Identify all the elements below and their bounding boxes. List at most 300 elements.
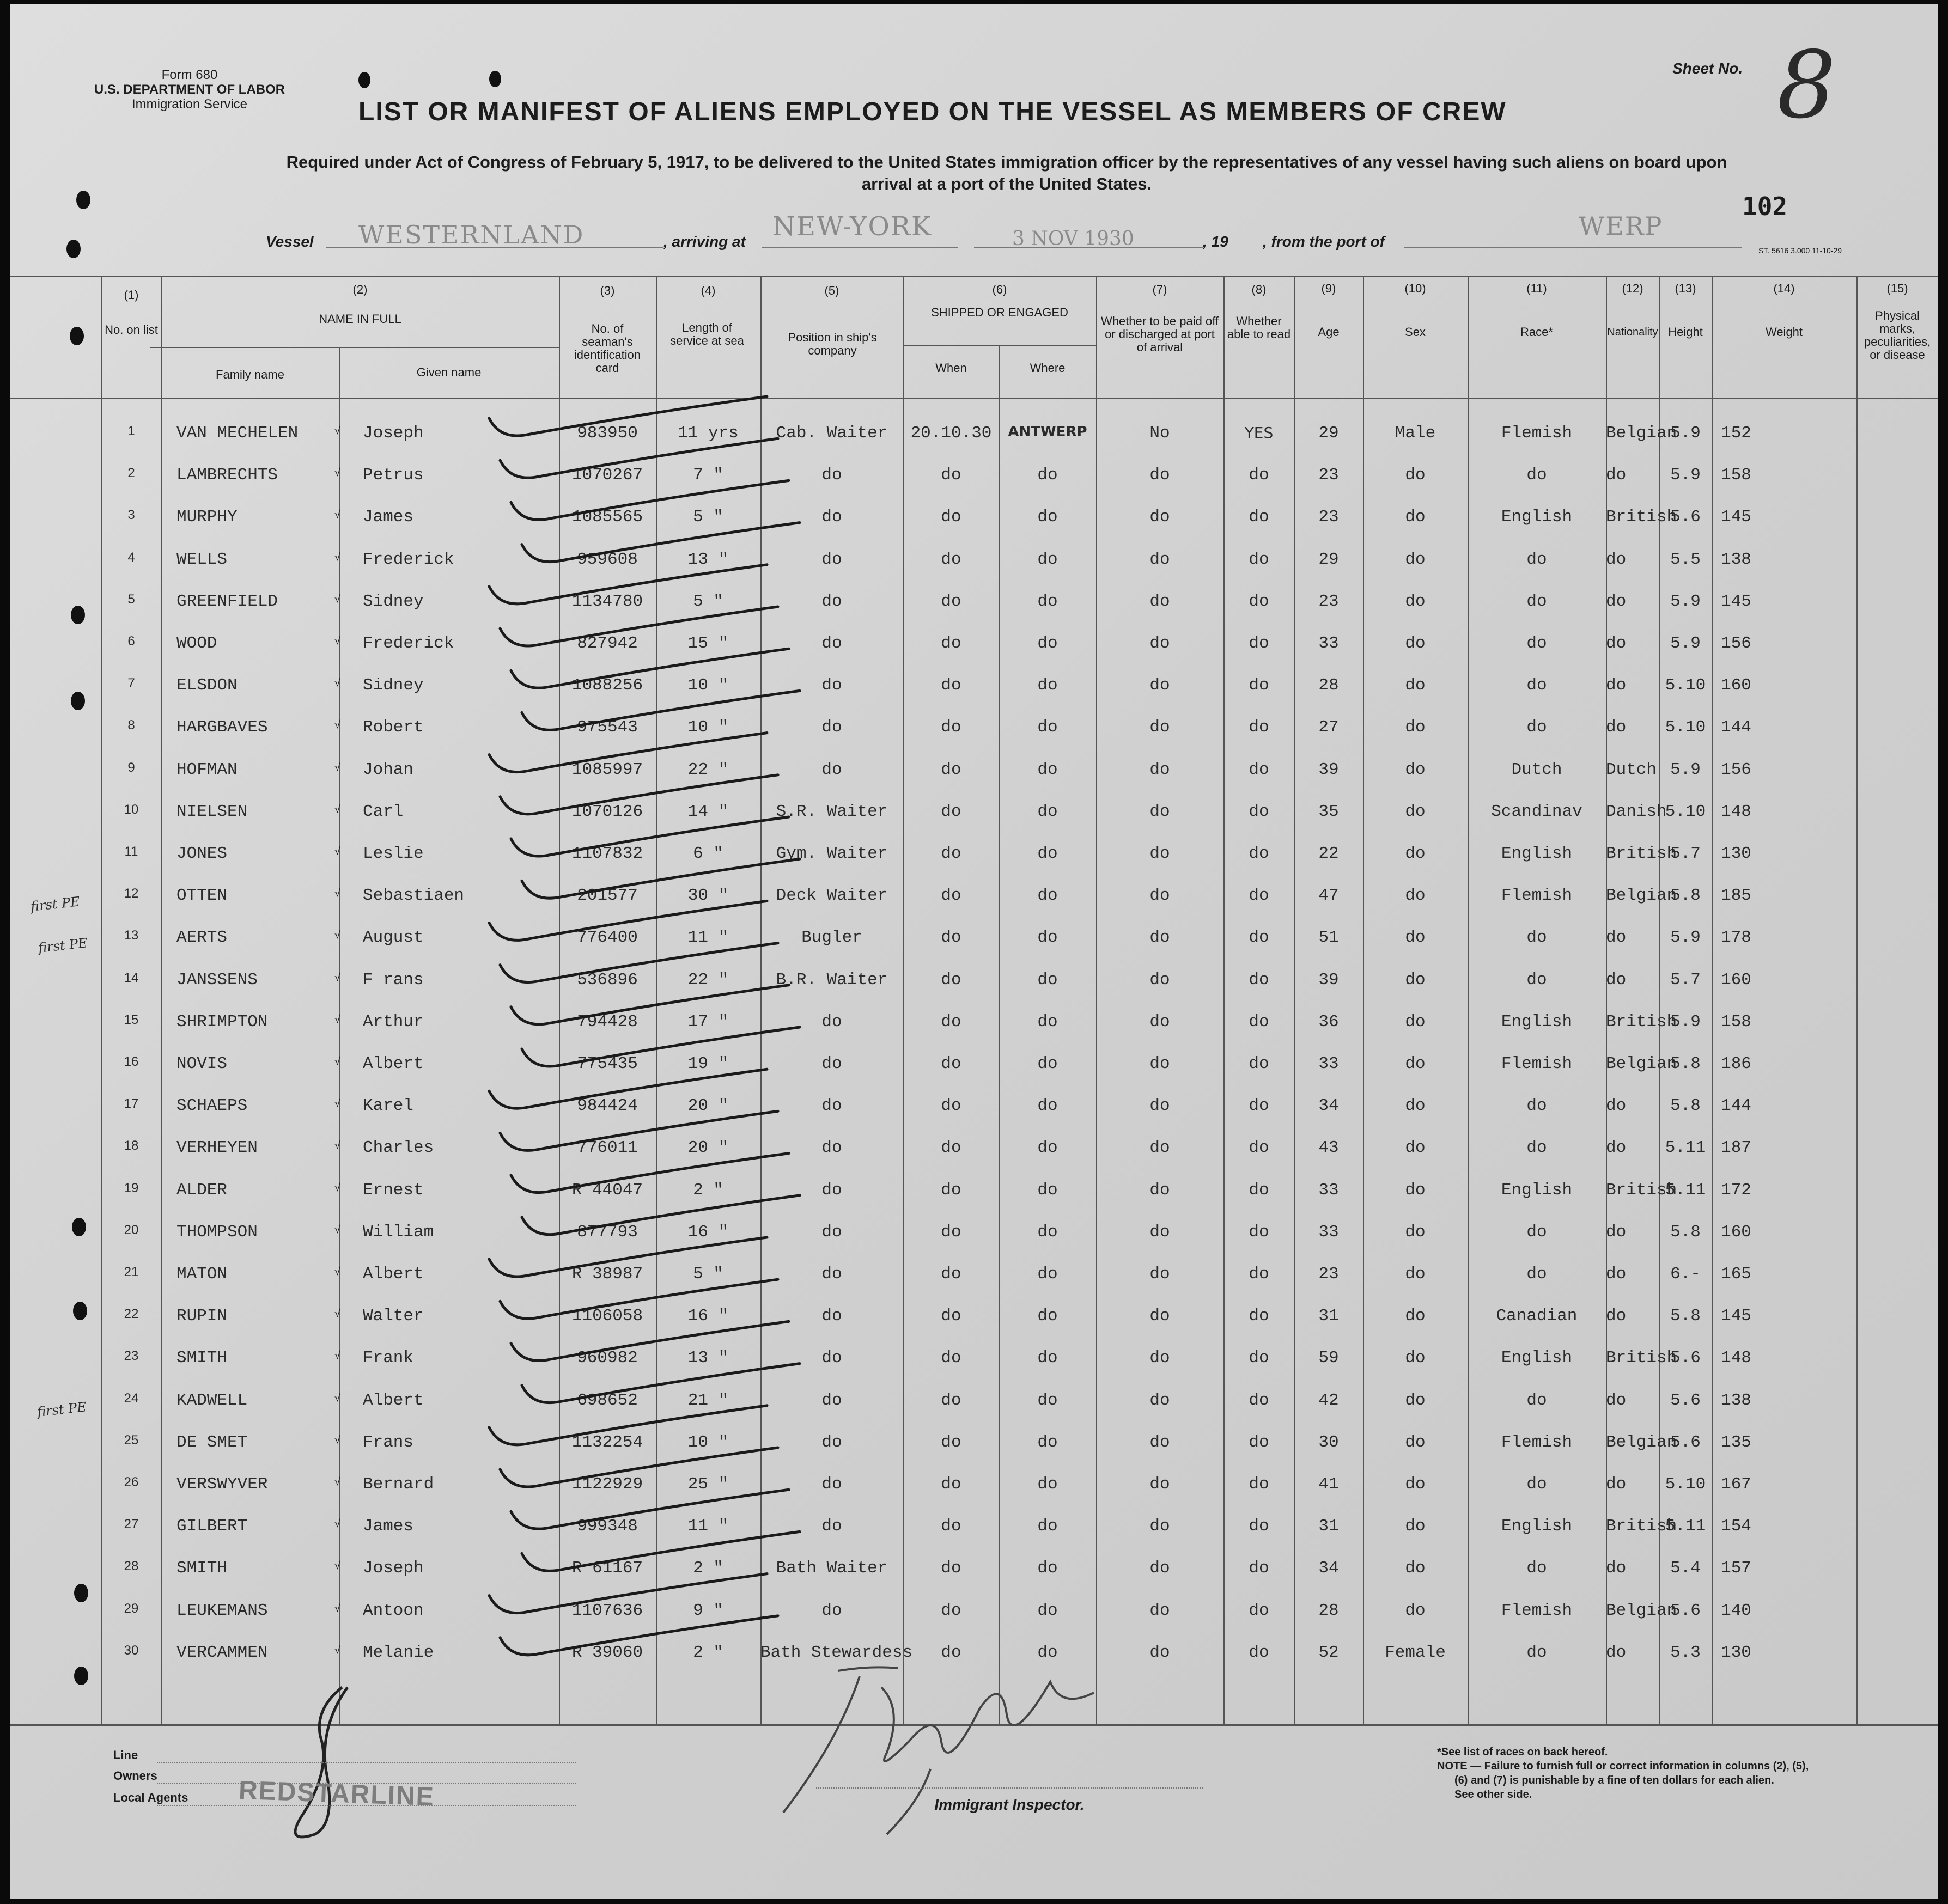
race: do bbox=[1526, 676, 1547, 695]
arrival-date: 3 NOV 1930 bbox=[1012, 228, 1134, 250]
id-card-number: 1122929 bbox=[571, 1475, 643, 1494]
engaged-date: do bbox=[941, 802, 961, 821]
check-tick-icon: √ bbox=[334, 719, 340, 731]
given-name: Antoon bbox=[363, 1601, 424, 1620]
able-to-read: do bbox=[1249, 718, 1269, 737]
age: 43 bbox=[1318, 1138, 1339, 1158]
given-name: August bbox=[363, 928, 424, 948]
id-card-number: 1088256 bbox=[571, 676, 643, 695]
row-number: 18 bbox=[124, 1138, 139, 1154]
age: 33 bbox=[1318, 1054, 1339, 1073]
col-num: (6) bbox=[992, 283, 1007, 296]
from-port-label: , from the port of bbox=[1263, 233, 1385, 250]
given-name: Albert bbox=[363, 1054, 424, 1073]
check-stroke bbox=[522, 1364, 800, 1403]
weight: 145 bbox=[1721, 591, 1751, 611]
check-stroke bbox=[500, 1111, 778, 1150]
col-num: (8) bbox=[1251, 283, 1267, 296]
service-length: 5 " bbox=[693, 591, 723, 611]
service-length: 5 " bbox=[693, 508, 723, 527]
check-stroke bbox=[511, 985, 789, 1024]
paid-off: do bbox=[1149, 802, 1170, 821]
ship-position: do bbox=[821, 1475, 842, 1494]
weight: 156 bbox=[1721, 634, 1751, 653]
age: 39 bbox=[1318, 970, 1339, 990]
race: do bbox=[1526, 634, 1547, 653]
check-tick-icon: √ bbox=[334, 1518, 340, 1530]
subtitle-line-1: Required under Act of Congress of February 5, 1917, to be delivered to the United States immigration officer by the representatives of any vessel having such aliens on board upon bbox=[286, 152, 1727, 172]
nationality: do bbox=[1606, 634, 1627, 653]
sex: do bbox=[1405, 1222, 1426, 1242]
ship-position: do bbox=[821, 1222, 842, 1242]
service-length: 16 " bbox=[687, 1307, 729, 1326]
ship-position: B.R. Waiter bbox=[776, 970, 888, 990]
given-name: Johan bbox=[363, 760, 414, 779]
nationality: do bbox=[1606, 970, 1627, 990]
arriving-label: , arriving at bbox=[663, 233, 746, 250]
sex: do bbox=[1405, 1559, 1426, 1578]
check-tick-icon: √ bbox=[334, 1392, 340, 1404]
race: English bbox=[1501, 1517, 1573, 1536]
row-number: 28 bbox=[124, 1559, 139, 1574]
service-length: 2 " bbox=[693, 1643, 723, 1662]
ship-position: do bbox=[821, 634, 842, 653]
engaged-date: do bbox=[941, 1265, 961, 1284]
id-card-number: 1070126 bbox=[571, 802, 643, 821]
race: Scandinav bbox=[1491, 802, 1582, 821]
given-name: F rans bbox=[363, 970, 424, 990]
paid-off: do bbox=[1149, 676, 1170, 695]
nationality: Belgian bbox=[1606, 424, 1677, 443]
age: 22 bbox=[1318, 844, 1339, 863]
paid-off: do bbox=[1149, 886, 1170, 906]
given-name: Sidney bbox=[363, 591, 424, 611]
sex: do bbox=[1405, 591, 1426, 611]
nationality: British bbox=[1606, 1180, 1677, 1200]
height: 5.10 bbox=[1665, 802, 1706, 821]
engaged-place: do bbox=[1037, 970, 1058, 990]
race: do bbox=[1526, 550, 1547, 569]
check-tick-icon: √ bbox=[334, 1308, 340, 1320]
family-name: GILBERT bbox=[176, 1517, 248, 1536]
engaged-place: do bbox=[1037, 844, 1058, 863]
able-to-read: do bbox=[1249, 634, 1269, 653]
engaged-date: do bbox=[941, 1180, 961, 1200]
height: 5.9 bbox=[1670, 1012, 1701, 1032]
ship-position: do bbox=[821, 1138, 842, 1158]
able-to-read: do bbox=[1249, 760, 1269, 779]
check-tick-icon: √ bbox=[334, 929, 340, 942]
age: 51 bbox=[1318, 928, 1339, 948]
engaged-date: do bbox=[941, 718, 961, 737]
id-card-number: 201577 bbox=[577, 886, 638, 906]
given-name: Karel bbox=[363, 1096, 414, 1116]
header-height: Height bbox=[1668, 325, 1703, 339]
family-name: VAN MECHELEN bbox=[176, 424, 299, 443]
id-card-number: 877793 bbox=[577, 1222, 638, 1242]
header-position: Position in ship's company bbox=[788, 331, 877, 357]
height: 5.8 bbox=[1670, 1307, 1701, 1326]
fine-note-3: See other side. bbox=[1454, 1789, 1532, 1801]
col-num: (12) bbox=[1622, 282, 1643, 295]
row-number: 1 bbox=[127, 424, 135, 438]
id-card-number: 1106058 bbox=[571, 1307, 643, 1326]
paid-off: do bbox=[1149, 928, 1170, 948]
engaged-date: 20.10.30 bbox=[910, 424, 992, 443]
height: 5.4 bbox=[1670, 1559, 1701, 1578]
check-stroke bbox=[500, 1448, 778, 1487]
weight: 148 bbox=[1721, 802, 1751, 821]
check-stroke bbox=[500, 607, 778, 646]
engaged-date: do bbox=[941, 844, 961, 863]
id-card-number: 1132254 bbox=[571, 1432, 643, 1452]
col-num: (4) bbox=[701, 284, 716, 297]
row-number: 23 bbox=[124, 1348, 139, 1364]
able-to-read: do bbox=[1249, 466, 1269, 485]
check-tick-icon: √ bbox=[334, 467, 340, 479]
sex: do bbox=[1405, 1054, 1426, 1073]
id-card-number: 999348 bbox=[577, 1517, 638, 1536]
race: English bbox=[1501, 1348, 1573, 1368]
engaged-place: do bbox=[1037, 1390, 1058, 1410]
engaged-date: do bbox=[941, 1307, 961, 1326]
able-to-read: do bbox=[1249, 1601, 1269, 1620]
age: 47 bbox=[1318, 886, 1339, 906]
service-length: 13 " bbox=[687, 1348, 729, 1368]
agents-label: Local Agents bbox=[113, 1791, 188, 1804]
engaged-place: do bbox=[1037, 1601, 1058, 1620]
family-name: SCHAEPS bbox=[176, 1096, 248, 1116]
check-stroke bbox=[511, 1321, 789, 1360]
service-length: 22 " bbox=[687, 970, 729, 990]
age: 34 bbox=[1318, 1559, 1339, 1578]
family-name: VERHEYEN bbox=[176, 1138, 258, 1158]
service-length: 6 " bbox=[693, 844, 723, 863]
arrival-port: NEW-YORK bbox=[772, 211, 932, 242]
height: 5.6 bbox=[1670, 1348, 1701, 1368]
given-name: Leslie bbox=[363, 844, 424, 863]
age: 29 bbox=[1318, 424, 1339, 443]
ship-position: Bath Stewardess bbox=[760, 1643, 913, 1662]
engaged-place: do bbox=[1037, 550, 1058, 569]
row-number: 10 bbox=[124, 802, 139, 817]
col-num: (1) bbox=[124, 288, 139, 302]
id-card-number: 794428 bbox=[577, 1012, 638, 1032]
engaged-place: do bbox=[1037, 508, 1058, 527]
nationality: do bbox=[1606, 928, 1627, 948]
family-name: MATON bbox=[176, 1265, 228, 1284]
header-name-in-full: NAME IN FULL bbox=[319, 312, 401, 326]
race: do bbox=[1526, 1265, 1547, 1284]
engaged-date: do bbox=[941, 1222, 961, 1242]
check-stroke bbox=[489, 1574, 767, 1613]
age: 31 bbox=[1318, 1307, 1339, 1326]
race: Flemish bbox=[1501, 1054, 1573, 1073]
row-number: 24 bbox=[124, 1390, 139, 1406]
engaged-date: do bbox=[941, 591, 961, 611]
weight: 138 bbox=[1721, 550, 1751, 569]
given-name: Melanie bbox=[363, 1643, 434, 1662]
family-name: GREENFIELD bbox=[176, 591, 278, 611]
paid-off: do bbox=[1149, 550, 1170, 569]
check-stroke bbox=[489, 1069, 767, 1108]
able-to-read: do bbox=[1249, 1559, 1269, 1578]
header-length-service: Length of service at sea bbox=[670, 321, 744, 347]
header-able-read: Whether able to read bbox=[1227, 314, 1291, 341]
able-to-read: do bbox=[1249, 591, 1269, 611]
row-number: 7 bbox=[127, 676, 135, 691]
line-field bbox=[157, 1762, 576, 1763]
weight: 135 bbox=[1721, 1432, 1751, 1452]
service-length: 30 " bbox=[687, 886, 729, 906]
page-number: 102 bbox=[1742, 192, 1788, 221]
paid-off: do bbox=[1149, 1265, 1170, 1284]
weight: 185 bbox=[1721, 886, 1751, 906]
check-stroke bbox=[489, 396, 767, 436]
margin-note-row-12: first PE bbox=[29, 894, 81, 914]
id-card-number: 959608 bbox=[577, 550, 638, 569]
ship-position: do bbox=[821, 1390, 842, 1410]
weight: 160 bbox=[1721, 1222, 1751, 1242]
given-name: Frank bbox=[363, 1348, 414, 1368]
paid-off: do bbox=[1149, 718, 1170, 737]
race: do bbox=[1526, 591, 1547, 611]
col-num: (13) bbox=[1675, 282, 1696, 295]
family-name: WELLS bbox=[176, 550, 228, 569]
given-name: Sebastiaen bbox=[363, 886, 465, 906]
engaged-date: do bbox=[941, 1138, 961, 1158]
age: 23 bbox=[1318, 466, 1339, 485]
header-nationality: Nationality bbox=[1607, 326, 1658, 338]
height: 5.9 bbox=[1670, 424, 1701, 443]
inspector-label: Immigrant Inspector. bbox=[934, 1796, 1085, 1813]
given-name: Joseph bbox=[363, 1559, 424, 1578]
nationality: do bbox=[1606, 1643, 1627, 1662]
check-stroke bbox=[489, 565, 767, 604]
ship-position: do bbox=[821, 466, 842, 485]
given-name: Petrus bbox=[363, 466, 424, 485]
fine-note-1: NOTE — Failure to furnish full or correct information in columns (2), (5), bbox=[1437, 1760, 1809, 1772]
check-tick-icon: √ bbox=[334, 1181, 340, 1194]
id-card-number: 827942 bbox=[577, 634, 638, 653]
ship-position: Bugler bbox=[801, 928, 862, 948]
weight: 145 bbox=[1721, 1307, 1751, 1326]
engaged-place: do bbox=[1037, 1348, 1058, 1368]
family-name: ALDER bbox=[176, 1180, 228, 1200]
paid-off: do bbox=[1149, 634, 1170, 653]
check-stroke bbox=[489, 901, 767, 940]
sex: Female bbox=[1385, 1643, 1446, 1662]
weight: 144 bbox=[1721, 718, 1751, 737]
col-num: (3) bbox=[600, 284, 615, 297]
race: do bbox=[1526, 970, 1547, 990]
engaged-place: do bbox=[1037, 634, 1058, 653]
able-to-read: do bbox=[1249, 1517, 1269, 1536]
id-card-number: 1070267 bbox=[571, 466, 643, 485]
check-tick-icon: √ bbox=[334, 1350, 340, 1362]
engaged-date: do bbox=[941, 970, 961, 990]
age: 42 bbox=[1318, 1390, 1339, 1410]
check-tick-icon: √ bbox=[334, 593, 340, 605]
col-num: (14) bbox=[1773, 282, 1795, 295]
id-card-number: 776011 bbox=[577, 1138, 638, 1158]
sex: do bbox=[1405, 466, 1426, 485]
check-tick-icon: √ bbox=[334, 971, 340, 984]
ship-position: do bbox=[821, 1307, 842, 1326]
nationality: do bbox=[1606, 718, 1627, 737]
row-number: 11 bbox=[124, 844, 138, 859]
margin-note-row-13: first PE bbox=[37, 935, 88, 956]
id-card-number: R 38987 bbox=[571, 1265, 643, 1284]
check-stroke bbox=[489, 733, 767, 772]
family-name: RUPIN bbox=[176, 1307, 228, 1326]
header-when: When bbox=[935, 361, 967, 375]
check-stroke bbox=[522, 859, 800, 898]
ship-position: do bbox=[821, 760, 842, 779]
weight: 172 bbox=[1721, 1180, 1751, 1200]
service-length: 10 " bbox=[687, 676, 729, 695]
age: 27 bbox=[1318, 718, 1339, 737]
age: 33 bbox=[1318, 634, 1339, 653]
race: English bbox=[1501, 1180, 1573, 1200]
able-to-read: do bbox=[1249, 1222, 1269, 1242]
age: 33 bbox=[1318, 1180, 1339, 1200]
page-title: LIST OR MANIFEST OF ALIENS EMPLOYED ON THE VESSEL AS MEMBERS OF CREW bbox=[358, 97, 1507, 126]
sex: do bbox=[1405, 760, 1426, 779]
family-name: HOFMAN bbox=[176, 760, 238, 779]
sex: do bbox=[1405, 802, 1426, 821]
nationality: British bbox=[1606, 508, 1677, 527]
check-tick-icon: √ bbox=[334, 1013, 340, 1026]
service-length: 19 " bbox=[687, 1054, 729, 1073]
engaged-place: do bbox=[1037, 1222, 1058, 1242]
paid-off: do bbox=[1149, 591, 1170, 611]
sex: do bbox=[1405, 928, 1426, 948]
able-to-read: do bbox=[1249, 1432, 1269, 1452]
row-number: 4 bbox=[127, 550, 135, 565]
check-tick-icon: √ bbox=[334, 1433, 340, 1446]
vessel-name: WESTERNLAND bbox=[358, 220, 585, 249]
height: 5.10 bbox=[1665, 718, 1706, 737]
check-tick-icon: √ bbox=[334, 425, 340, 437]
service-length: 22 " bbox=[687, 760, 729, 779]
family-name: VERSWYVER bbox=[176, 1475, 268, 1494]
paid-off: do bbox=[1149, 970, 1170, 990]
service-length: 11 yrs bbox=[678, 424, 739, 443]
height: 5.8 bbox=[1670, 1054, 1701, 1073]
paid-off: do bbox=[1149, 1643, 1170, 1662]
red-star-line-stamp: REDSTARLINE bbox=[238, 1775, 435, 1812]
service-length: 7 " bbox=[693, 466, 723, 485]
check-stroke bbox=[489, 1406, 767, 1445]
weight: 158 bbox=[1721, 466, 1751, 485]
check-stroke bbox=[522, 691, 800, 730]
vessel-label: Vessel bbox=[266, 233, 314, 250]
row-number: 22 bbox=[124, 1307, 139, 1322]
height: 5.10 bbox=[1665, 676, 1706, 695]
engaged-date: do bbox=[941, 1432, 961, 1452]
service-length: 21 " bbox=[687, 1390, 729, 1410]
ship-position: do bbox=[821, 1348, 842, 1368]
paid-off: do bbox=[1149, 1559, 1170, 1578]
nationality: do bbox=[1606, 1390, 1627, 1410]
year-label: , 19 bbox=[1203, 233, 1228, 250]
check-stroke bbox=[522, 523, 800, 562]
weight: 167 bbox=[1721, 1475, 1751, 1494]
row-number: 26 bbox=[124, 1475, 139, 1490]
height: 5.6 bbox=[1670, 508, 1701, 527]
check-stroke bbox=[500, 1279, 778, 1319]
engaged-date: do bbox=[941, 466, 961, 485]
nationality: do bbox=[1606, 591, 1627, 611]
nationality: do bbox=[1606, 466, 1627, 485]
able-to-read: do bbox=[1249, 676, 1269, 695]
row-number: 8 bbox=[127, 718, 135, 733]
header-sex: Sex bbox=[1405, 325, 1426, 339]
sex: do bbox=[1405, 1601, 1426, 1620]
service-length: 14 " bbox=[687, 802, 729, 821]
row-number: 27 bbox=[124, 1517, 139, 1532]
ship-position: Deck Waiter bbox=[776, 886, 888, 906]
nationality: British bbox=[1606, 1012, 1677, 1032]
paid-off: do bbox=[1149, 1348, 1170, 1368]
race: Dutch bbox=[1511, 760, 1562, 779]
sex: do bbox=[1405, 1138, 1426, 1158]
race: Flemish bbox=[1501, 424, 1573, 443]
check-tick-icon: √ bbox=[334, 1139, 340, 1152]
race: do bbox=[1526, 1138, 1547, 1158]
ship-position: Cab. Waiter bbox=[776, 424, 888, 443]
able-to-read: do bbox=[1249, 508, 1269, 527]
engaged-date: do bbox=[941, 886, 961, 906]
race: Flemish bbox=[1501, 886, 1573, 906]
weight: 160 bbox=[1721, 676, 1751, 695]
col-num: (10) bbox=[1404, 282, 1426, 295]
paid-off: do bbox=[1149, 1432, 1170, 1452]
engaged-date: do bbox=[941, 676, 961, 695]
given-name: Sidney bbox=[363, 676, 424, 695]
engaged-date: do bbox=[941, 1475, 961, 1494]
service-length: 5 " bbox=[693, 1265, 723, 1284]
engaged-place: do bbox=[1037, 591, 1058, 611]
check-tick-icon: √ bbox=[334, 1602, 340, 1614]
able-to-read: do bbox=[1249, 1307, 1269, 1326]
sex: do bbox=[1405, 508, 1426, 527]
age: 41 bbox=[1318, 1475, 1339, 1494]
sex: do bbox=[1405, 550, 1426, 569]
check-stroke bbox=[500, 1616, 778, 1655]
ship-position: do bbox=[821, 508, 842, 527]
family-name: SHRIMPTON bbox=[176, 1012, 268, 1032]
header-family-name: Family name bbox=[216, 368, 284, 381]
row-number: 17 bbox=[124, 1096, 139, 1112]
ship-position: do bbox=[821, 1517, 842, 1536]
race: do bbox=[1526, 1643, 1547, 1662]
id-card-number: R 39060 bbox=[571, 1643, 643, 1662]
race: do bbox=[1526, 466, 1547, 485]
weight: 130 bbox=[1721, 844, 1751, 863]
service-length: 17 " bbox=[687, 1012, 729, 1032]
family-name: VERCAMMEN bbox=[176, 1643, 268, 1662]
check-stroke bbox=[511, 1490, 789, 1529]
family-name: JONES bbox=[176, 844, 228, 863]
age: 28 bbox=[1318, 1601, 1339, 1620]
sex: do bbox=[1405, 1475, 1426, 1494]
weight: 148 bbox=[1721, 1348, 1751, 1368]
check-tick-icon: √ bbox=[334, 1476, 340, 1488]
able-to-read: do bbox=[1249, 928, 1269, 948]
footer-note bbox=[1437, 1745, 1916, 1802]
